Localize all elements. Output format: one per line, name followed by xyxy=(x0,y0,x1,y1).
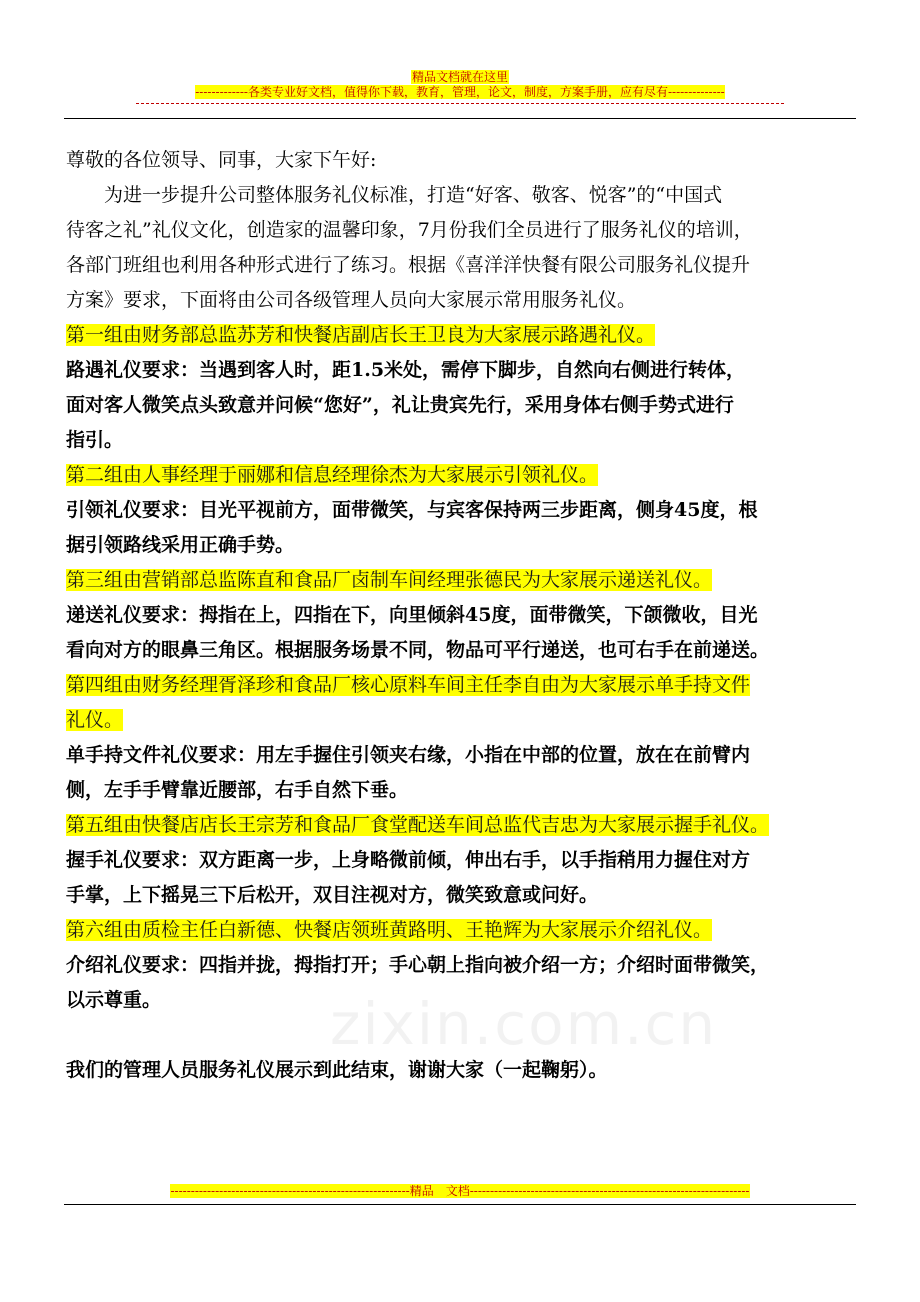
intro-line: 为进一步提升公司整体服务礼仪标准，打造“好客、敬客、悦客”的“中国式 xyxy=(104,184,723,206)
group-title xyxy=(66,913,856,948)
group-requirement: 据引领路线采用正确手势。 xyxy=(66,534,295,556)
watermark: zixin.com.cn xyxy=(330,990,718,1058)
group-requirement: 看向对方的眼鼻三角区。根据服务场景不同，物品可平行递送，也可右手在前递送。 xyxy=(66,639,770,661)
footer xyxy=(0,1184,920,1199)
group-requirement: 介绍礼仪要求：四指并拢，拇指打开；手心朝上指向被介绍一方；介绍时面带微笑， xyxy=(66,954,770,976)
group-title xyxy=(66,808,856,843)
group-title xyxy=(66,563,856,598)
group-requirement: 递送礼仪要求：拇指在上，四指在下，向里倾斜45度，面带微笑，下颌微收，目光 xyxy=(66,604,758,626)
footer-text: -----------------------------------------------------------精品 文档--------------------------------------------------------------------- xyxy=(170,1184,750,1198)
group-title-text: 第五组由快餐店店长王宗芳和食品厂食堂配送车间总监代吉忠为大家展示握手礼仪。 xyxy=(66,814,770,836)
group-title xyxy=(66,458,856,493)
group-title-text: 第一组由财务部总监苏芳和快餐店副店长王卫良为大家展示路遇礼仪。 xyxy=(66,324,656,346)
header-subtitle-text: -------------各类专业好文档，值得你下载，教育，管理，论文，制度，方案手册，应有尽有-------------- xyxy=(195,85,725,99)
group-requirement: 手掌，上下摇晃三下后松开，双目注视对方，微笑致意或问好。 xyxy=(66,884,599,906)
group-requirement: 指引。 xyxy=(66,429,124,451)
group-requirement: 握手礼仪要求：双方距离一步，上身略微前倾，伸出右手，以手指稍用力握住对方 xyxy=(66,849,751,871)
header-title xyxy=(0,66,920,85)
group-title xyxy=(66,318,856,353)
group-requirement: 路遇礼仪要求：当遇到客人时，距1.5米处，需停下脚步，自然向右侧进行转体， xyxy=(66,359,746,381)
group-title xyxy=(66,668,856,703)
header-rule xyxy=(64,118,856,119)
intro-line: 各部门班组也利用各种形式进行了练习。根据《喜洋洋快餐有限公司服务礼仪提升 xyxy=(66,254,751,276)
intro-line: 方案》要求，下面将由公司各级管理人员向大家展示常用服务礼仪。 xyxy=(66,289,637,311)
group-title xyxy=(66,703,856,738)
closing: 我们的管理人员服务礼仪展示到此结束，谢谢大家（一起鞠躬）。 xyxy=(66,1059,608,1081)
greeting: 尊敬的各位领导、同事，大家下午好: xyxy=(66,149,377,171)
group-requirement: 以示尊重。 xyxy=(66,989,162,1011)
group-title-text: 第四组由财务经理胥泽珍和食品厂核心原料车间主任李自由为大家展示单手持文件 xyxy=(66,674,751,696)
header-title-text: 精品文档就在这里 xyxy=(411,70,508,84)
document-body xyxy=(66,143,856,1088)
header-subtitle xyxy=(0,85,920,100)
group-title-text: 第三组由营销部总监陈直和食品厂卤制车间经理张德民为大家展示递送礼仪。 xyxy=(66,569,713,591)
group-requirement: 面对客人微笑点头致意并问候“您好”，礼让贵宾先行，采用身体右侧手势式进行 xyxy=(66,394,734,416)
group-title-text: 第二组由人事经理于丽娜和信息经理徐杰为大家展示引领礼仪。 xyxy=(66,464,599,486)
group-requirement: 侧，左手手臂靠近腰部，右手自然下垂。 xyxy=(66,779,409,801)
group-title-text: 礼仪。 xyxy=(66,709,124,731)
footer-rule xyxy=(64,1204,856,1205)
group-requirement: 引领礼仪要求：目光平视前方，面带微笑，与宾客保持两三步距离，侧身45度，根 xyxy=(66,499,758,521)
header-dashed-divider xyxy=(136,103,784,105)
group-title-text: 第六组由质检主任白新德、快餐店领班黄路明、王艳辉为大家展示介绍礼仪。 xyxy=(66,919,713,941)
blank-line xyxy=(66,1018,856,1053)
intro-line: 待客之礼”礼仪文化，创造家的温馨印象，7月份我们全员进行了服务礼仪的培训， xyxy=(66,219,753,241)
group-requirement: 单手持文件礼仪要求：用左手握住引领夹右缘，小指在中部的位置，放在在前臂内 xyxy=(66,744,751,766)
